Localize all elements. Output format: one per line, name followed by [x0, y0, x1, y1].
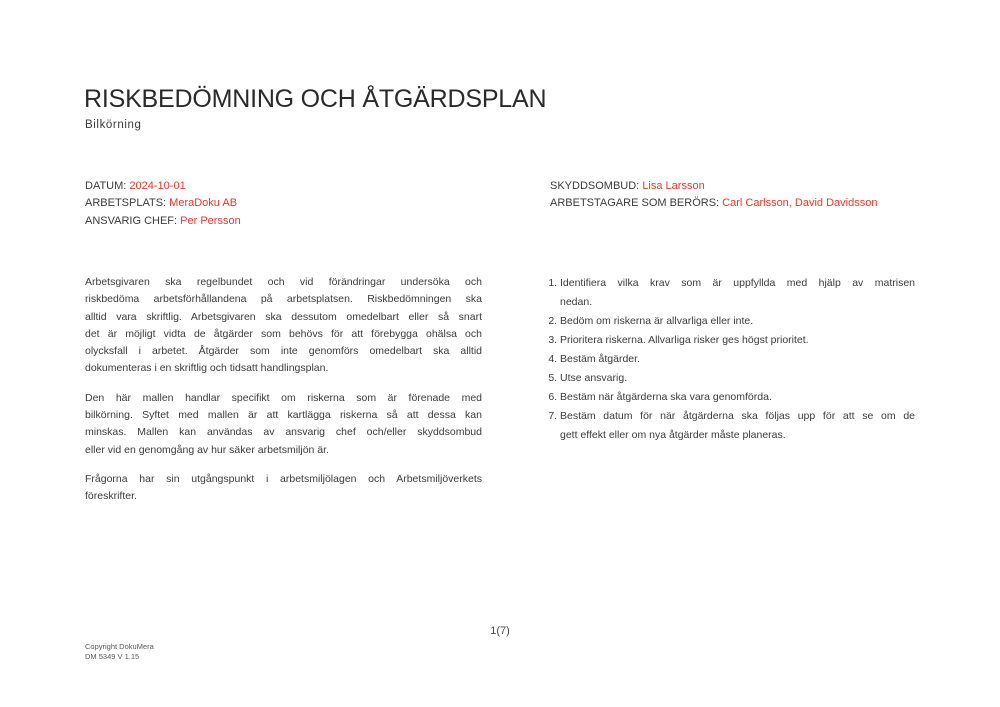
text-line: bilkörning. Syftet med mallen är att kartlägga riskerna så att dessa kan — [85, 409, 482, 422]
meta-value-arbetsplats: MeraDoku AB — [169, 197, 238, 210]
instruction-item-1 — [560, 274, 915, 312]
text-line: nedan. — [560, 296, 593, 308]
meta-field-arbetsplats — [85, 195, 241, 212]
meta-label-datum: DATUM: — [85, 180, 127, 192]
text-line: alltid vara skriftlig. Arbetsgivaren ska dessutom omedelbart eller så snart — [85, 310, 482, 323]
meta-field-skyddsombud — [550, 178, 877, 195]
instruction-item-7 — [560, 407, 915, 445]
instruction-item-4 — [560, 350, 915, 369]
body-paragraph-2 — [85, 390, 482, 459]
text-line: riskbedöma arbetsförhållandena på arbetsplatsen. Riskbedömningen ska — [85, 293, 482, 306]
copyright-block — [85, 642, 154, 661]
text-line: 3. Prioritera riskerna. Allvarliga risker ges högst prioritet. — [560, 334, 809, 346]
meta-value-arbetstagare: Carl Carlsson, David Davidsson — [722, 197, 878, 210]
text-line: gett effekt eller om nya åtgärder måste planeras. — [560, 429, 786, 441]
copyright-line-2: DM 5349 V 1.15 — [85, 651, 140, 661]
meta-block-left — [85, 178, 241, 230]
instruction-item-6 — [560, 388, 915, 407]
intro-text-column — [85, 274, 482, 518]
text-line: 5. Utse ansvarig. — [560, 372, 628, 384]
text-line: 2. Bedöm om riskerna är allvarliga eller inte. — [560, 315, 754, 327]
instruction-item-3 — [560, 331, 915, 350]
meta-label-skyddsombud: SKYDDSOMBUD: — [550, 180, 640, 192]
text-line: 6. Bestäm när åtgärderna ska vara genomförda. — [560, 391, 772, 403]
text-line: eller vid en genomgång av hur säker arbetsmiljön är. — [85, 443, 329, 456]
meta-value-datum: 2024-10-01 — [129, 180, 186, 192]
meta-block-right — [550, 178, 877, 213]
copyright-line-1: Copyright DokuMera — [85, 642, 154, 651]
text-line: det är möjligt vidta de åtgärder som behövs för att förebygga ohälsa och — [85, 327, 482, 340]
meta-label-ansvarig-chef: ANSVARIG CHEF: — [85, 214, 178, 227]
meta-value-ansvarig-chef: Per Persson — [180, 214, 241, 227]
meta-label-arbetsplats: ARBETSPLATS: — [85, 197, 167, 210]
instruction-item-2 — [560, 312, 915, 331]
page-subtitle: Bilkörning — [85, 119, 142, 131]
instructions-column — [537, 274, 915, 445]
instruction-item-5 — [560, 369, 915, 388]
text-line: 7. Bestäm datum för när åtgärderna ska följas upp för att se om de — [560, 410, 915, 422]
text-line: dokumenteras i en skriftlig och tidsatt handlingsplan. — [85, 362, 329, 375]
text-line: Frågorna har sin utgångspunkt i arbetsmiljölagen och Arbetsmiljöverkets — [85, 472, 482, 485]
text-line: 1. Identifiera vilka krav som är uppfyllda med hjälp av matrisen — [560, 277, 915, 289]
body-paragraph-1 — [85, 274, 482, 378]
page-title: RISKBEDÖMNING OCH ÅTGÄRDSPLAN — [84, 85, 547, 113]
body-paragraph-3 — [85, 471, 482, 506]
page-number: 1(7) — [490, 625, 510, 637]
text-line: minskas. Mallen kan användas av ansvarig chef och/eller skyddsombud — [85, 426, 482, 439]
text-line: 4. Bestäm åtgärder. — [560, 353, 640, 365]
text-line: Den här mallen handlar specifikt om riskerna som är förenade med — [85, 391, 482, 404]
meta-field-arbetstagare — [550, 195, 877, 212]
text-line: föreskrifter. — [85, 490, 137, 503]
meta-value-skyddsombud: Lisa Larsson — [642, 180, 705, 192]
meta-field-ansvarig-chef — [85, 213, 241, 230]
text-line: olycksfall i arbetet. Åtgärder som inte genomförs omedelbart ska alltid — [85, 345, 482, 358]
meta-label-arbetstagare: ARBETSTAGARE SOM BERÖRS: — [550, 197, 720, 210]
meta-field-datum — [85, 178, 241, 195]
text-line: Arbetsgivaren ska regelbundet och vid förändringar undersöka och — [85, 276, 482, 288]
instruction-list — [537, 274, 915, 445]
